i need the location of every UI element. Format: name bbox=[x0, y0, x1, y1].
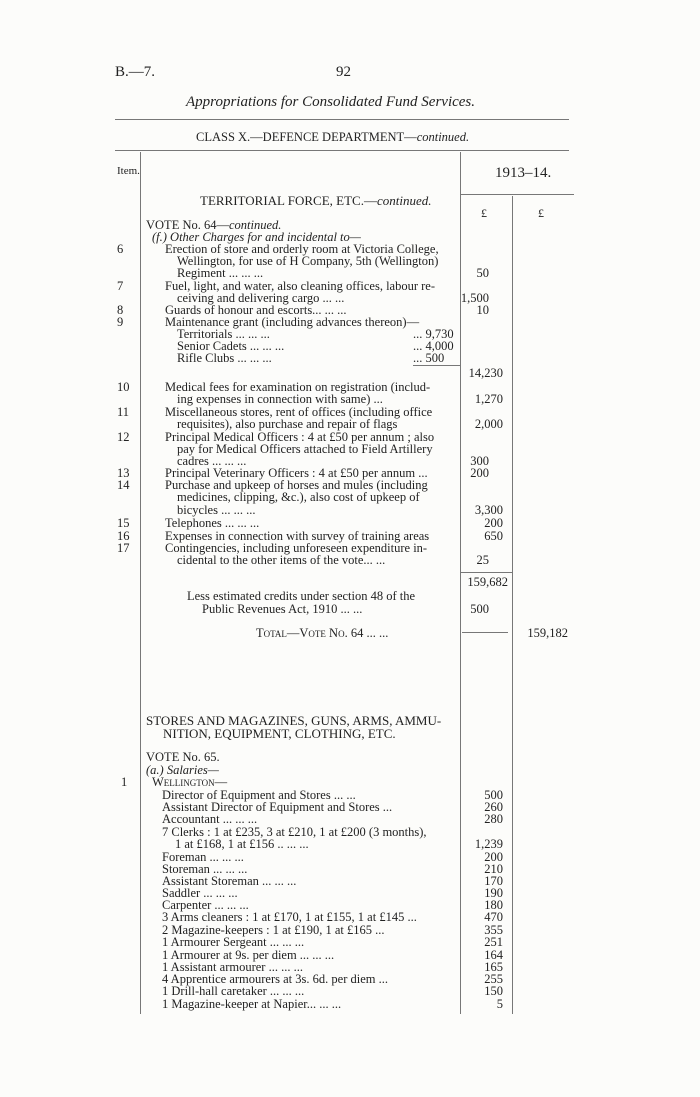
class-heading-continued: continued. bbox=[416, 130, 470, 144]
salary-line-amount: 5 bbox=[496, 997, 503, 1011]
subtotal-rule bbox=[413, 365, 460, 366]
line-amount: 650 bbox=[484, 529, 503, 543]
item-number: 14 bbox=[117, 478, 130, 492]
item-column-rule bbox=[140, 152, 141, 1014]
salary-line-text: 1 Magazine-keeper at Napier... ... ... bbox=[162, 997, 342, 1011]
salary-line-amount: 255 bbox=[484, 972, 503, 986]
page-number: 92 bbox=[336, 64, 351, 80]
salary-line-amount: 251 bbox=[484, 935, 503, 949]
vote-65-heading: VOTE No. 65. bbox=[146, 750, 220, 764]
line-text: pay for Medical Officers attached to Field Artillery bbox=[177, 442, 433, 456]
class-heading-main: CLASS X.—DEFENCE DEPARTMENT— bbox=[196, 130, 417, 144]
sub-amount-senior-cadets: ... 4,000 bbox=[413, 339, 454, 353]
less-credits-line-1: Less estimated credits under section 48 of the bbox=[187, 589, 416, 603]
line-amount: 50 bbox=[476, 266, 489, 280]
salary-line-text: 1 Armourer at 9s. per diem ... ... ... bbox=[162, 948, 335, 962]
salary-line-text: Assistant Storeman ... ... ... bbox=[162, 874, 297, 888]
line-text: Territorials ... ... ... bbox=[177, 327, 270, 341]
line-text: Regiment ... ... ... bbox=[177, 266, 264, 280]
line-text: Maintenance grant (including advances thereon)— bbox=[165, 315, 420, 329]
salary-line-amount: 164 bbox=[484, 948, 503, 962]
line-text: Rifle Clubs ... ... ... bbox=[177, 351, 272, 365]
class-heading bbox=[196, 130, 469, 145]
salary-line-text: Saddler ... ... ... bbox=[162, 886, 238, 900]
salary-line-text: Assistant Director of Equipment and Stores ... bbox=[162, 800, 393, 814]
line-amount: 3,300 bbox=[474, 503, 503, 517]
salary-line-amount: 280 bbox=[484, 812, 503, 826]
salary-line-text: 1 Drill-hall caretaker ... ... ... bbox=[162, 984, 305, 998]
salary-line-text: Accountant ... ... ... bbox=[162, 812, 258, 826]
total-rule bbox=[462, 632, 508, 633]
item-number: 9 bbox=[117, 315, 124, 329]
sub-amount-territorials: ... 9,730 bbox=[413, 327, 454, 341]
line-text: Medical fees for examination on registration (includ- bbox=[165, 380, 431, 394]
salary-line-amount: 180 bbox=[484, 898, 503, 912]
amount-column-rule-mid bbox=[512, 196, 513, 1014]
vote-64-label: VOTE No. 64— bbox=[146, 218, 229, 232]
line-amount: 200 bbox=[470, 466, 489, 480]
pound-column-1: £ bbox=[481, 206, 487, 220]
salary-line-text: Director of Equipment and Stores ... ... bbox=[162, 788, 356, 802]
salary-line-amount: 165 bbox=[484, 960, 503, 974]
line-text: bicycles ... ... ... bbox=[177, 503, 256, 517]
salary-line-amount: 150 bbox=[484, 984, 503, 998]
line-text: requisites), also purchase and repair of flags bbox=[177, 417, 398, 431]
line-amount: 10 bbox=[476, 303, 489, 317]
item-number: 12 bbox=[117, 430, 130, 444]
salary-line-text: 1 Armourer Sergeant ... ... ... bbox=[162, 935, 305, 949]
section-heading-territorial bbox=[200, 193, 431, 209]
salary-line-amount: 355 bbox=[484, 923, 503, 937]
line-amount: 25 bbox=[476, 553, 489, 567]
salary-line-text: 1 at £168, 1 at £156 .. ... ... bbox=[175, 837, 309, 851]
line-amount: 2,000 bbox=[474, 417, 503, 431]
salary-line-text: 7 Clerks : 1 at £235, 3 at £210, 1 at £200 (3 months), bbox=[162, 825, 427, 839]
salary-line-amount: 190 bbox=[484, 886, 503, 900]
item-number: 8 bbox=[117, 303, 124, 317]
salary-line-text: 2 Magazine-keepers : 1 at £190, 1 at £165 ... bbox=[162, 923, 385, 937]
line-text: Contingencies, including unforeseen expenditure in- bbox=[165, 541, 428, 555]
vote-64-continued: continued. bbox=[228, 218, 282, 232]
salary-line-amount: 170 bbox=[484, 874, 503, 888]
less-credits-amount: 500 bbox=[470, 602, 489, 616]
line-text: Miscellaneous stores, rent of offices (including office bbox=[165, 405, 433, 419]
item-number: 11 bbox=[117, 405, 130, 419]
subhead-salaries: (a.) Salaries— bbox=[146, 763, 219, 777]
sub-amount-rifle-clubs: ... 500 bbox=[413, 351, 445, 365]
page-title: Appropriations for Consolidated Fund Services. bbox=[186, 94, 476, 110]
item-number: 1 bbox=[121, 775, 128, 789]
section-heading-continued: continued. bbox=[376, 193, 432, 208]
item-number: 10 bbox=[117, 380, 130, 394]
class-rule bbox=[115, 150, 569, 151]
header-rule bbox=[115, 119, 569, 120]
line-text: cadres ... ... ... bbox=[177, 454, 247, 468]
line-amount: 200 bbox=[484, 516, 503, 530]
salary-line-amount: 260 bbox=[484, 800, 503, 814]
salary-line-text: 4 Apprentice armourers at 3s. 6d. per diem ... bbox=[162, 972, 388, 986]
line-amount: 300 bbox=[470, 454, 489, 468]
stores-heading-line-1: STORES AND MAGAZINES, GUNS, ARMS, AMMU- bbox=[146, 713, 442, 728]
line-text: Telephones ... ... ... bbox=[165, 516, 260, 530]
salary-line-amount: 500 bbox=[484, 788, 503, 802]
line-text: Expenses in connection with survey of training areas bbox=[165, 529, 430, 543]
salary-line-amount: 210 bbox=[484, 862, 503, 876]
section-heading-main: TERRITORIAL FORCE, ETC.— bbox=[200, 193, 377, 208]
item-number: 16 bbox=[117, 529, 130, 543]
line-text: Guards of honour and escorts... ... ... bbox=[165, 303, 347, 317]
stores-heading-line-2: NITION, EQUIPMENT, CLOTHING, ETC. bbox=[163, 726, 396, 741]
line-text: Fuel, light, and water, also cleaning offices, labour re- bbox=[165, 279, 436, 293]
salary-line-text: Storeman ... ... ... bbox=[162, 862, 248, 876]
line-text: ceiving and delivering cargo ... ... bbox=[177, 291, 345, 305]
document-reference: B.—7. bbox=[115, 64, 156, 80]
year-column-header: 1913–14. bbox=[495, 165, 552, 181]
line-text: Principal Veterinary Officers : 4 at £50 per annum ... bbox=[165, 466, 428, 480]
item-number: 15 bbox=[117, 516, 130, 530]
salary-line-text: Foreman ... ... ... bbox=[162, 850, 244, 864]
salary-line-text: 3 Arms cleaners : 1 at £170, 1 at £155, 1 at £145 ... bbox=[162, 910, 417, 924]
item-number: 17 bbox=[117, 541, 130, 555]
salary-line-amount: 1,239 bbox=[474, 837, 503, 851]
place-wellington: Wellington— bbox=[152, 775, 228, 789]
line-text: Principal Medical Officers : 4 at £50 per annum ; also bbox=[165, 430, 435, 444]
line-text: Purchase and upkeep of horses and mules (including bbox=[165, 478, 428, 492]
salary-line-text: Carpenter ... ... ... bbox=[162, 898, 249, 912]
line-amount: 1,270 bbox=[474, 392, 503, 406]
line-amount: 1,500 bbox=[460, 291, 489, 305]
line-text: Senior Cadets ... ... ... bbox=[177, 339, 285, 353]
vote-64-total: 159,182 bbox=[527, 626, 568, 640]
item-number: 13 bbox=[117, 466, 130, 480]
line-text: cidental to the other items of the vote... ... bbox=[177, 553, 386, 567]
item-number: 7 bbox=[117, 279, 124, 293]
line-text: medicines, clipping, &c.), also cost of upkeep of bbox=[177, 490, 420, 504]
less-credits-line-2: Public Revenues Act, 1910 ... ... bbox=[202, 602, 363, 616]
subhead-other-charges: (f.) Other Charges for and incidental to— bbox=[152, 230, 361, 244]
vote-64-subtotal: 159,682 bbox=[467, 575, 508, 589]
vote-64-total-label: Total—Vote No. 64 ... ... bbox=[256, 626, 389, 640]
salary-line-amount: 470 bbox=[484, 910, 503, 924]
line-text: Erection of store and orderly room at Victoria College, bbox=[165, 242, 439, 256]
maintenance-subtotal: 14,230 bbox=[468, 366, 503, 380]
item-column-header: Item. bbox=[117, 165, 140, 177]
line-text: Wellington, for use of H Company, 5th (Wellington) bbox=[177, 254, 439, 268]
salary-line-amount: 200 bbox=[484, 850, 503, 864]
year-rule bbox=[460, 194, 574, 195]
pound-column-2: £ bbox=[538, 206, 544, 220]
line-text: ing expenses in connection with same) ... bbox=[177, 392, 383, 406]
subtotal-rule-1 bbox=[460, 572, 512, 573]
salary-line-text: 1 Assistant armourer ... ... ... bbox=[162, 960, 303, 974]
item-number: 6 bbox=[117, 242, 124, 256]
